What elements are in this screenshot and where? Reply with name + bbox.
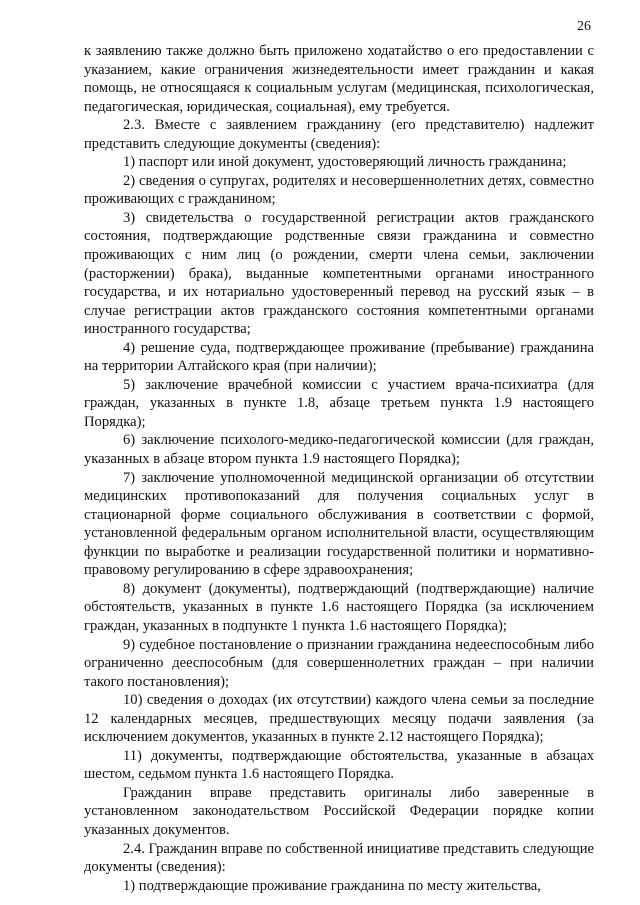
list-item-3: 3) свидетельства о государственной регистрации актов гражданского состояния, подтверждающие родственные связи гражданина и совместно проживающих с ним лиц (о рождении, смерти члена семьи, заключении (расторжении) брака), выданные компетентными органами иностранного государства, и их нотариально удостоверенный перевод на русский язык – в случае регистрации актов гражданского состояния компетентными органами иностранного государства; <box>84 209 594 338</box>
list-item-4: 4) решение суда, подтверждающее проживание (пребывание) гражданина на территории Алтайского края (при наличии); <box>84 339 594 375</box>
paragraph-2-4: 2.4. Гражданин вправе по собственной инициативе представить следующие документы (сведения): <box>84 840 594 876</box>
paragraph-intro-continuation: к заявлению также должно быть приложено ходатайство о его предоставлении с указанием, какие ограничения жизнедеятельности имеет гражданин и какая помощь, не относящаяся к социальным услугам (медицинская, психологическая, педагогическая, юридическая, социальная), ему требуется. <box>84 43 594 115</box>
list-item-2: 2) сведения о супругах, родителях и несовершеннолетних детях, совместно проживающих с гражданином; <box>84 172 594 208</box>
paragraph-2-3: 2.3. Вместе с заявлением гражданину (его представителю) надлежит представить следующие документы (сведения): <box>84 117 594 152</box>
page-number: 26 <box>577 19 591 34</box>
list-item-8: 8) документ (документы), подтверждающий (подтверждающие) наличие обстоятельств, указанных в пункте 1.6 настоящего Порядка (за исключением граждан, указанных в подпункте 1 пункта 1.6 настоящего Порядка); <box>84 580 594 634</box>
list-item-7: 7) заключение уполномоченной медицинской организации об отсутствии медицинских противопоказаний для получения социальных услуг в стационарной форме социального обслуживания в соответствии с формой, установленной федеральным органом исполнительной власти, осуществляющим функции по выработке и реализации государственной политики и нормативно-правовому регулированию в сфере здравоохранения; <box>84 469 594 579</box>
list-item-2-4-1: 1) подтверждающие проживание гражданина по месту жительства, <box>123 877 541 894</box>
list-item-10: 10) сведения о доходах (их отсутствии) каждого члена семьи за последние 12 календарных месяцев, предшествующих месяцу подачи заявления (за исключением документов, указанных в пункте 2.12 настоящего Порядка); <box>84 692 594 746</box>
list-item-9: 9) судебное постановление о признании гражданина недееспособным либо ограниченно дееспособным (для совершеннолетних граждан – при наличии такого постановления); <box>84 636 594 690</box>
list-item-1: 1) паспорт или иной документ, удостоверяющий личность гражданина; <box>123 154 567 171</box>
document-body <box>84 42 594 895</box>
list-item-11: 11) документы, подтверждающие обстоятельства, указанные в абзацах шестом, седьмом пункта 1.6 настоящего Порядка. <box>84 747 594 783</box>
list-item-6: 6) заключение психолого-медико-педагогической комиссии (для граждан, указанных в абзаце втором пункта 1.9 настоящего Порядка); <box>84 432 594 468</box>
list-item-5: 5) заключение врачебной комиссии с участием врача-психиатра (для граждан, указанных в пункте 1.8, абзаце третьем пункта 1.9 настоящего Порядка); <box>84 376 594 430</box>
paragraph-originals: Гражданин вправе представить оригиналы либо заверенные в установленном законодательством Российской Федерации порядке копии указанных документов. <box>84 784 594 838</box>
